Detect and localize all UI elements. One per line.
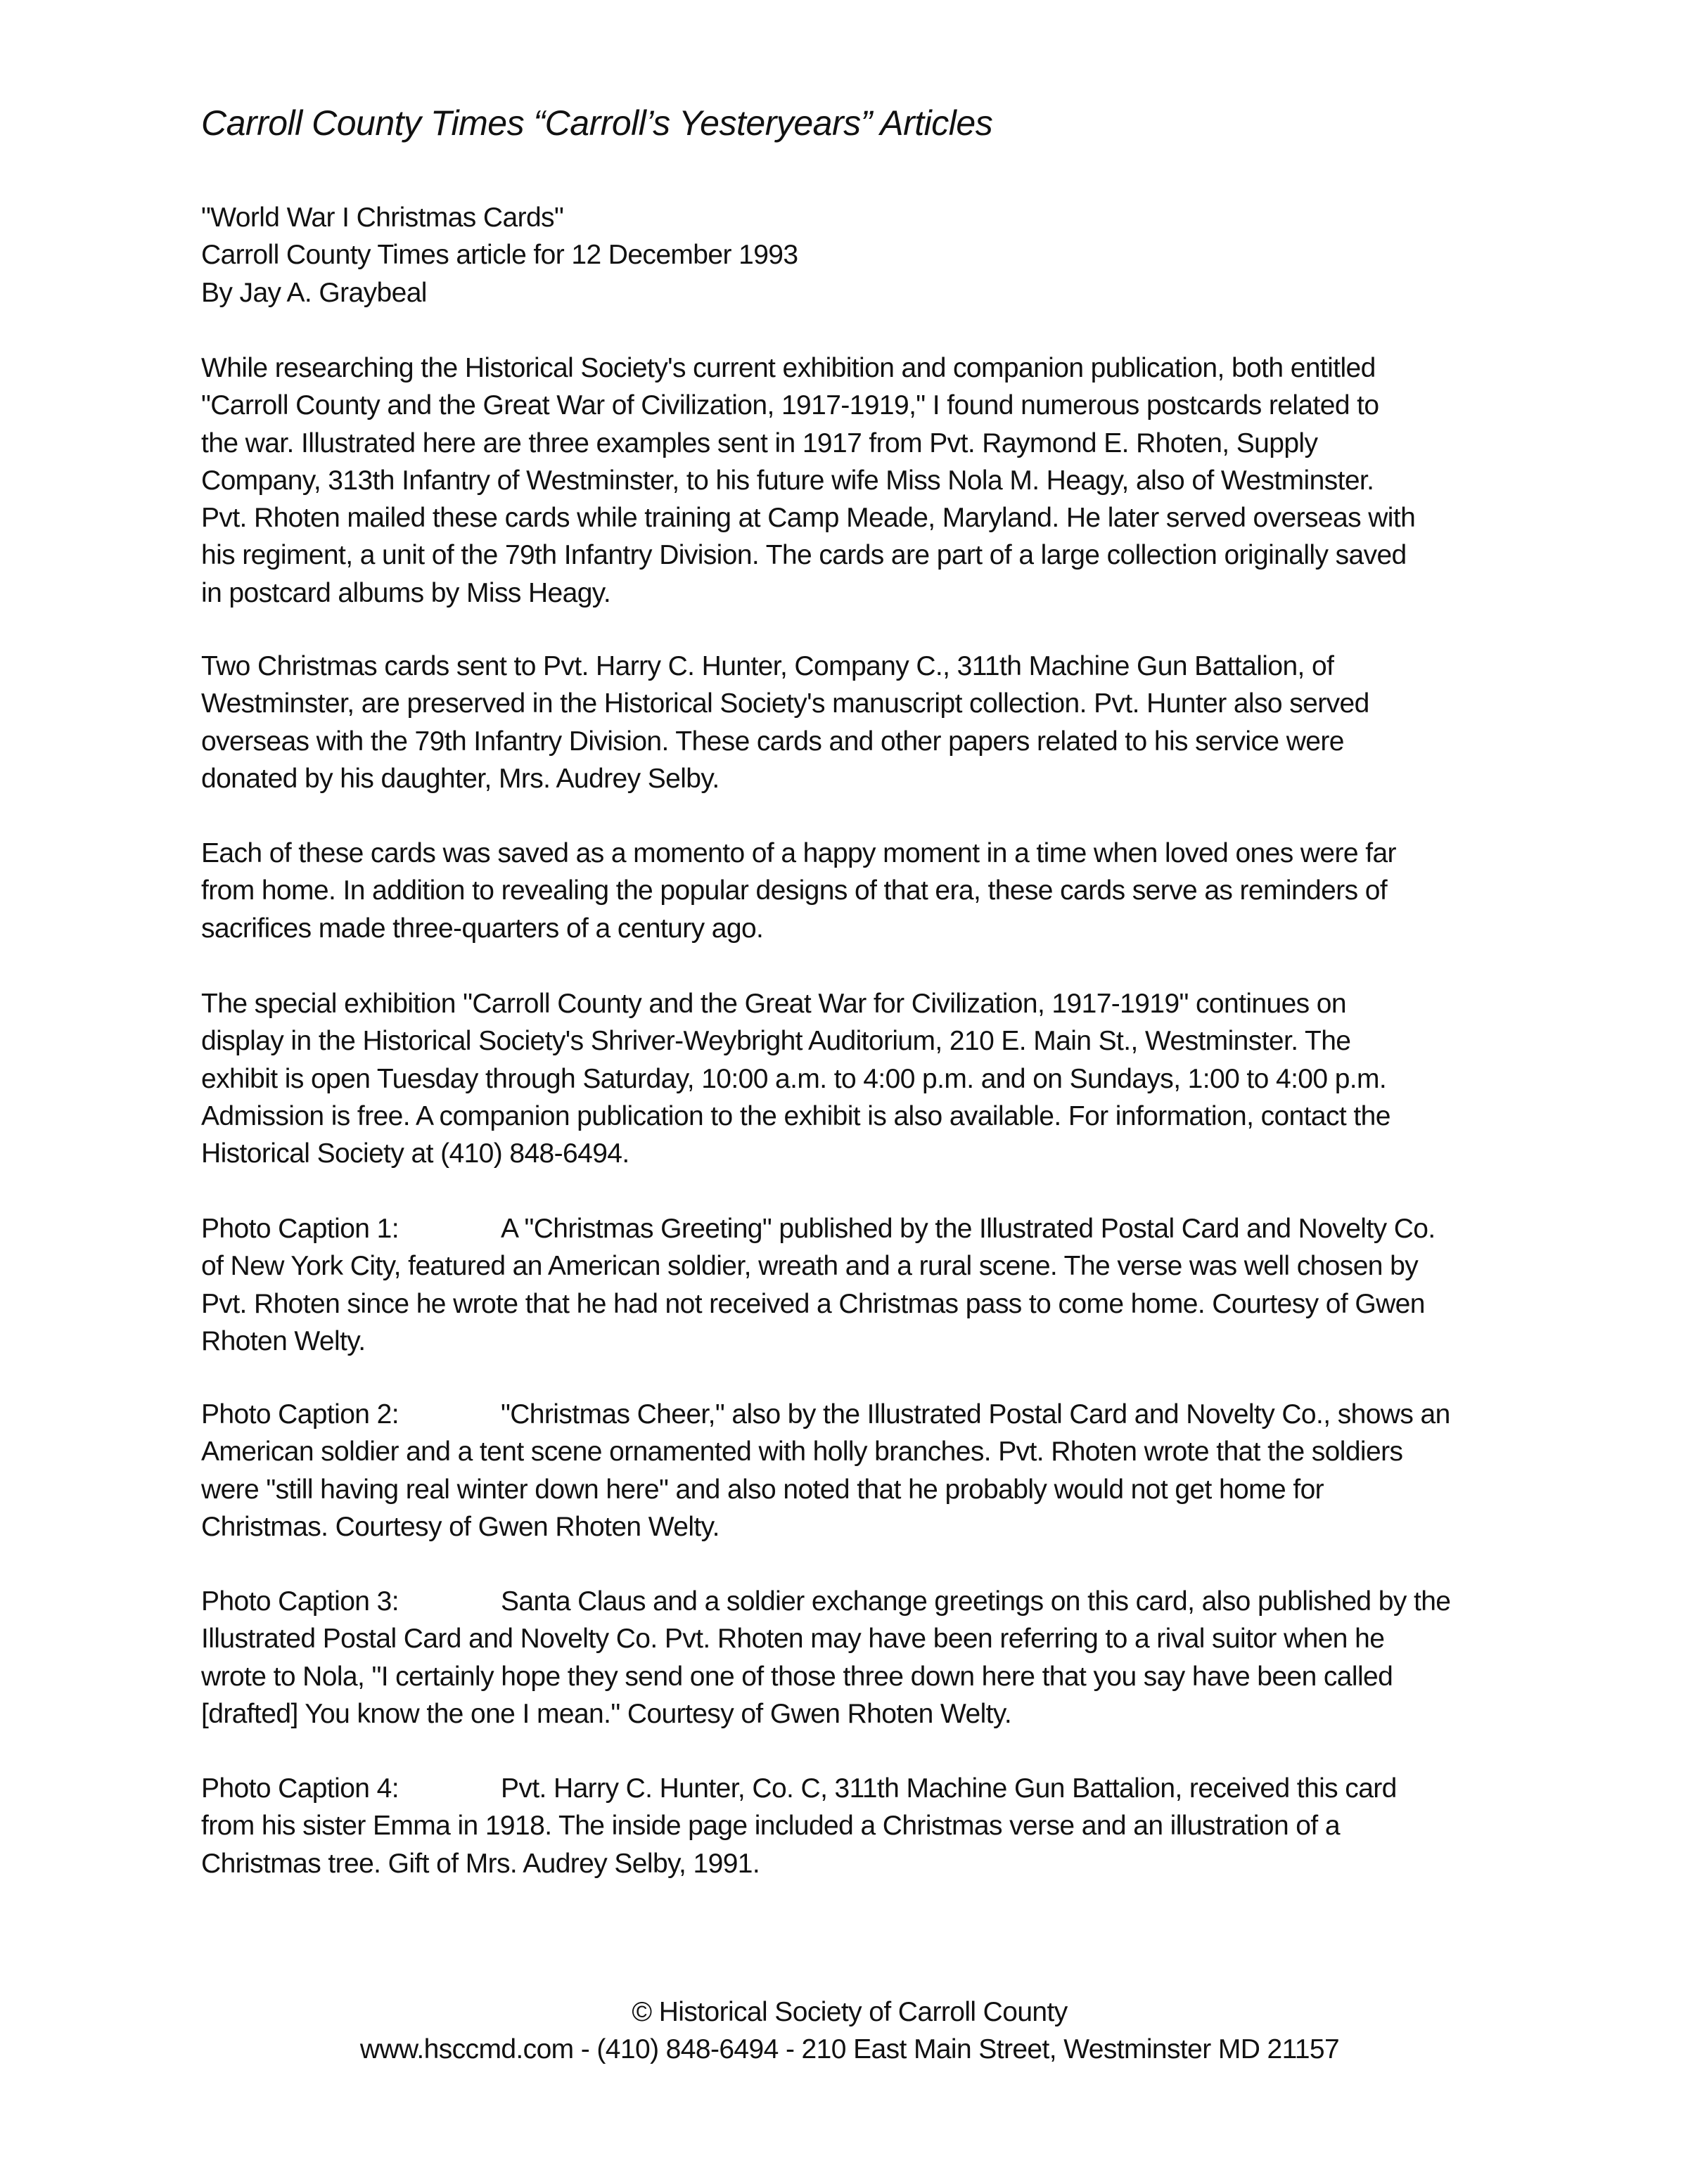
caption-text: A "Christmas Greeting" published by the Illustrated Postal Card and Novelty Co.: [501, 1214, 1436, 1244]
paragraph-line: from home. In addition to revealing the popular designs of that era, these cards serve as reminders of: [201, 875, 1388, 906]
caption-label: Photo Caption 1:: [201, 1214, 399, 1244]
paragraph-line: Westminster, are preserved in the Historical Society's manuscript collection. Pvt. Hunter also served: [201, 688, 1369, 719]
paragraph-line: the war. Illustrated here are three examples sent in 1917 from Pvt. Raymond E. Rhoten, Supply: [201, 428, 1318, 458]
caption-first-line: [201, 1583, 1450, 1620]
caption-label: Photo Caption 3:: [201, 1586, 399, 1617]
photo-caption: [201, 1770, 1397, 1882]
paragraph-line: The special exhibition "Carroll County and the Great War for Civilization, 1917-1919" continues on: [201, 989, 1346, 1019]
caption-line: of New York City, featured an American soldier, wreath and a rural scene. The verse was well chosen by: [201, 1251, 1419, 1282]
paragraph-line: exhibit is open Tuesday through Saturday, 10:00 a.m. to 4:00 p.m. and on Sundays, 1:00 to 4:00 p.m.: [201, 1063, 1387, 1094]
caption-line: American soldier and a tent scene ornamented with holly branches. Pvt. Rhoten wrote that the soldiers: [201, 1437, 1403, 1467]
article-paragraph: [201, 648, 1369, 797]
paragraph-line: display in the Historical Society's Shriver-Weybright Auditorium, 210 E. Main St., Westminster. The: [201, 1026, 1351, 1057]
paragraph-line: sacrifices made three-quarters of a century ago.: [201, 913, 764, 944]
article-paragraph: [201, 349, 1415, 612]
paragraph-line: donated by his daughter, Mrs. Audrey Selby.: [201, 763, 720, 794]
article-meta: [201, 199, 798, 311]
caption-line: Christmas tree. Gift of Mrs. Audrey Selby, 1991.: [201, 1848, 760, 1879]
footer-contact: www.hsccmd.com - (410) 848-6494 - 210 East Main Street, Westminster MD 21157: [359, 2034, 1340, 2065]
caption-text: Pvt. Harry C. Hunter, Co. C, 311th Machine Gun Battalion, received this card: [501, 1773, 1397, 1804]
caption-first-line: [201, 1770, 1397, 1807]
footer-copyright: © Historical Society of Carroll County: [632, 1997, 1068, 2027]
page-title: Carroll County Times “Carroll’s Yesteryears” Articles: [201, 103, 993, 143]
paragraph-line: Two Christmas cards sent to Pvt. Harry C. Hunter, Company C., 311th Machine Gun Battalion, of: [201, 651, 1334, 681]
photo-caption: [201, 1210, 1436, 1360]
paragraph-line: While researching the Historical Society's current exhibition and companion publication, both entitled: [201, 353, 1376, 383]
article-source: Carroll County Times article for 12 December 1993: [201, 240, 798, 271]
article-heading: "World War I Christmas Cards": [201, 203, 564, 233]
caption-line: wrote to Nola, "I certainly hope they send one of those three down here that you say have been called: [201, 1661, 1393, 1692]
caption-label: Photo Caption 4:: [201, 1773, 399, 1804]
photo-caption: [201, 1583, 1450, 1733]
paragraph-line: "Carroll County and the Great War of Civilization, 1917-1919," I found numerous postcards related to: [201, 390, 1379, 421]
paragraph-line: Historical Society at (410) 848-6494.: [201, 1138, 629, 1169]
paragraph-line: Each of these cards was saved as a momento of a happy moment in a time when loved ones were far: [201, 838, 1396, 868]
caption-first-line: [201, 1396, 1450, 1433]
caption-label: Photo Caption 2:: [201, 1399, 399, 1430]
caption-line: [drafted] You know the one I mean." Courtesy of Gwen Rhoten Welty.: [201, 1698, 1012, 1729]
paragraph-line: in postcard albums by Miss Heagy.: [201, 577, 611, 608]
footer: [0, 1993, 1688, 2069]
caption-text: Santa Claus and a soldier exchange greetings on this card, also published by the: [501, 1586, 1451, 1617]
paragraph-line: his regiment, a unit of the 79th Infantry Division. The cards are part of a large collection originally saved: [201, 540, 1407, 571]
article-paragraph: [201, 835, 1396, 947]
article-byline: By Jay A. Graybeal: [201, 277, 427, 308]
caption-line: Pvt. Rhoten since he wrote that he had not received a Christmas pass to come home. Courtesy of Gwen: [201, 1288, 1425, 1319]
caption-line: Rhoten Welty.: [201, 1325, 366, 1356]
caption-line: Illustrated Postal Card and Novelty Co. Pvt. Rhoten may have been referring to a rival suitor when he: [201, 1624, 1385, 1655]
caption-line: from his sister Emma in 1918. The inside page included a Christmas verse and an illustration of a: [201, 1811, 1340, 1842]
article-paragraph: [201, 985, 1390, 1172]
paragraph-line: Admission is free. A companion publication to the exhibit is also available. For information, contact the: [201, 1100, 1390, 1131]
paragraph-line: overseas with the 79th Infantry Division. These cards and other papers related to his service were: [201, 726, 1344, 757]
caption-line: were "still having real winter down here" and also noted that he probably would not get home for: [201, 1474, 1324, 1505]
paragraph-line: Company, 313th Infantry of Westminster, to his future wife Miss Nola M. Heagy, also of Westminster.: [201, 465, 1374, 496]
paragraph-line: Pvt. Rhoten mailed these cards while training at Camp Meade, Maryland. He later served overseas with: [201, 503, 1416, 534]
caption-text: "Christmas Cheer," also by the Illustrated Postal Card and Novelty Co., shows an: [501, 1399, 1450, 1430]
photo-caption: [201, 1396, 1450, 1546]
caption-line: Christmas. Courtesy of Gwen Rhoten Welty.: [201, 1511, 720, 1542]
caption-first-line: [201, 1210, 1436, 1247]
